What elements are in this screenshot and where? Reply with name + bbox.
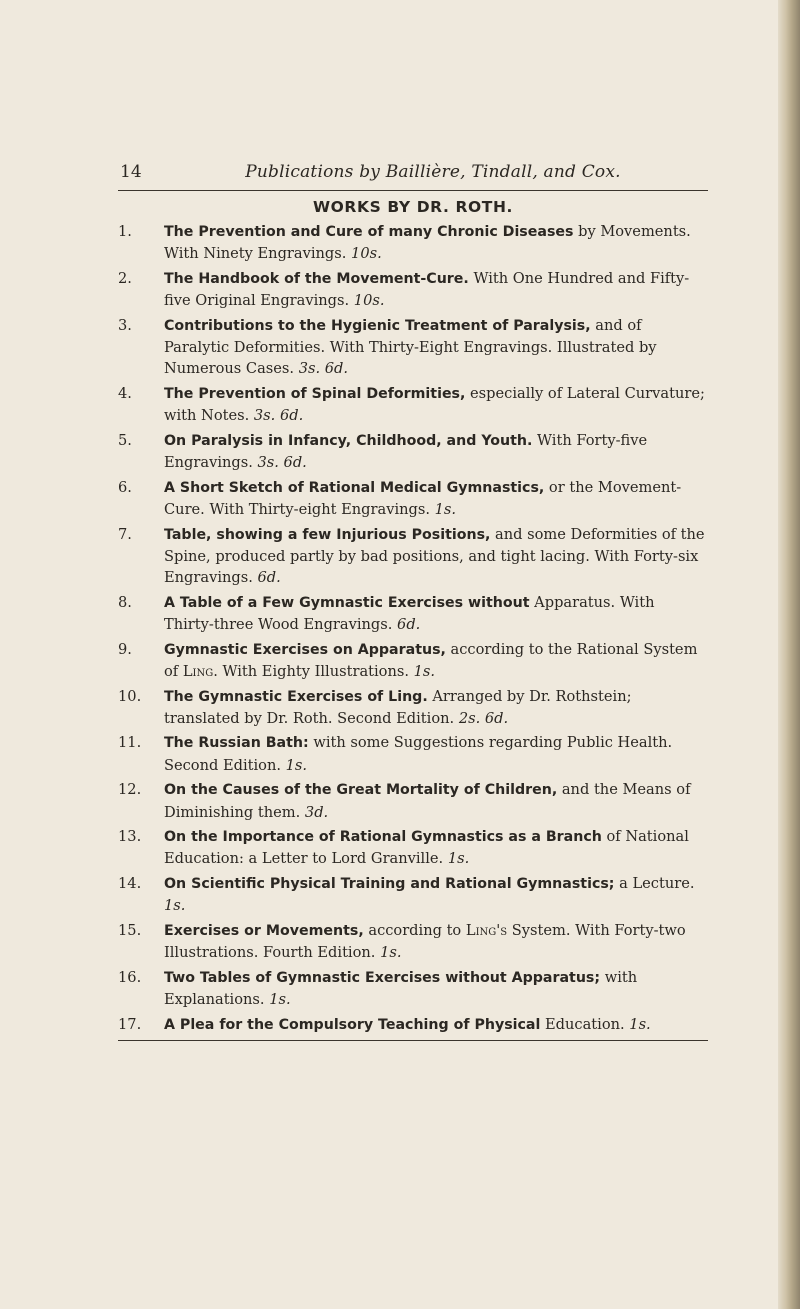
- work-number: 8.: [118, 593, 132, 611]
- work-description: especially of Lateral Curvature; with Notes.: [164, 384, 705, 425]
- work-price: 1s.: [413, 662, 436, 680]
- work-title: Contributions to the Hygienic Treatment of Paralysis,: [164, 317, 591, 334]
- work-title: On the Importance of Rational Gymnastics as a Branch: [164, 829, 602, 846]
- work-entry: [118, 826, 708, 869]
- work-number: 11.: [118, 734, 142, 752]
- work-price: 3d.: [304, 803, 329, 821]
- work-price: 2s. 6d.: [458, 709, 509, 727]
- work-title: A Short Sketch of Rational Medical Gymnastics,: [164, 479, 545, 496]
- work-price: 1s.: [380, 944, 402, 962]
- work-entry: [118, 779, 708, 822]
- work-author-name: Ling: [182, 662, 214, 680]
- work-title: Table, showing a few Injurious Positions,: [164, 526, 491, 543]
- work-title: On Scientific Physical Training and Rational Gymnastics;: [164, 876, 615, 893]
- work-entry: [118, 873, 708, 916]
- work-description: With Forty-five Engravings.: [164, 431, 648, 472]
- work-entry: [118, 315, 708, 380]
- work-text: [164, 732, 708, 775]
- work-price: 1s.: [447, 850, 470, 868]
- work-description: Education.: [540, 1015, 625, 1033]
- work-text: [164, 873, 708, 916]
- work-title: On the Causes of the Great Mortality of Children,: [164, 782, 558, 799]
- work-number: 15.: [118, 922, 142, 940]
- work-price: 10s.: [353, 292, 385, 310]
- works-list: [118, 221, 708, 1036]
- work-number: 1.: [118, 223, 132, 240]
- work-author-name: Ling's: [465, 922, 508, 940]
- work-price: 6d.: [397, 615, 421, 633]
- work-description: . With Eighty Illustrations.: [213, 662, 409, 680]
- work-title: The Russian Bath:: [164, 735, 309, 752]
- work-title: A Table of a Few Gymnastic Exercises without: [164, 594, 530, 611]
- work-price: 1s.: [285, 756, 308, 774]
- work-entry: [118, 967, 708, 1010]
- work-text: [164, 268, 708, 311]
- work-text: [164, 315, 708, 380]
- work-text: [164, 920, 708, 963]
- work-entry: [118, 639, 708, 682]
- work-description: and some Deformities of the Spine, produced partly by bad positions, and tight lacing. With Forty-six Engravings.: [164, 525, 705, 587]
- work-title: Two Tables of Gymnastic Exercises without Apparatus;: [164, 970, 601, 986]
- work-description: System. With Forty-two Illustrations. Fourth Edition.: [164, 922, 686, 962]
- work-entry: [118, 732, 708, 775]
- work-text: [164, 221, 708, 264]
- work-description: and of Paralytic Deformities. With Thirty-Eight Engravings. Illustrated by Numerous Cases.: [164, 316, 657, 378]
- work-entry: [118, 686, 708, 729]
- work-description: or the Movement-Cure. With Thirty-eight Engravings.: [164, 478, 682, 518]
- work-description: Arranged by Dr. Rothstein; translated by Dr. Roth. Second Edition.: [164, 687, 632, 727]
- work-title: Gymnastic Exercises on Apparatus,: [164, 641, 446, 658]
- work-number: 3.: [118, 316, 132, 334]
- work-text: [164, 686, 708, 729]
- page-edge-shadow: [778, 0, 800, 1309]
- catalogue-page: [118, 160, 708, 1041]
- work-title: A Plea for the Compulsory Teaching of Physical: [164, 1016, 541, 1033]
- work-entry: [118, 268, 708, 311]
- work-text: [164, 779, 708, 822]
- work-text: [164, 477, 708, 520]
- work-description: a Lecture.: [614, 875, 695, 893]
- work-text: [164, 826, 708, 869]
- work-description: of National Education: a Letter to Lord Granville.: [164, 828, 689, 868]
- work-description: With One Hundred and Fifty-five Original Engravings.: [164, 269, 690, 310]
- work-entry: [118, 920, 708, 963]
- work-entry: [118, 524, 708, 589]
- bottom-rule: [118, 1040, 708, 1041]
- work-title: The Handbook of the Movement-Cure.: [164, 270, 469, 287]
- work-title: The Prevention of Spinal Deformities,: [164, 385, 466, 402]
- work-number: 16.: [118, 969, 142, 986]
- work-text: [164, 592, 708, 635]
- work-description: and the Means of Diminishing them.: [164, 781, 691, 821]
- work-text: [164, 1014, 708, 1036]
- running-title: Publications by Baillière, Tindall, and Cox.: [245, 162, 621, 182]
- work-entry: [118, 383, 708, 426]
- work-description: according to: [363, 922, 466, 940]
- work-price: 3s. 6d.: [253, 407, 304, 425]
- work-entry: [118, 221, 708, 264]
- work-entry: [118, 477, 708, 520]
- work-number: 12.: [118, 781, 142, 799]
- work-price: 10s.: [351, 245, 382, 263]
- work-entry: [118, 1014, 708, 1036]
- work-number: 13.: [118, 828, 142, 846]
- work-description: according to the Rational System of: [164, 640, 698, 680]
- work-text: [164, 639, 708, 682]
- work-title: On Paralysis in Infancy, Childhood, and Youth.: [164, 432, 533, 449]
- work-description: by Movements. With Ninety Engravings.: [164, 223, 691, 263]
- work-price: 1s.: [434, 500, 457, 518]
- running-head: [118, 160, 708, 191]
- work-title: Exercises or Movements,: [164, 923, 364, 940]
- work-price: 3s. 6d.: [257, 454, 307, 472]
- work-number: 9.: [118, 640, 132, 658]
- work-entry: [118, 592, 708, 635]
- work-price: 3s. 6d.: [298, 360, 349, 378]
- work-price: 6d.: [257, 569, 281, 587]
- work-text: [164, 383, 708, 426]
- work-description: Apparatus. With Thirty-three Wood Engravings.: [164, 593, 655, 633]
- work-price: 1s.: [629, 1015, 651, 1033]
- work-title: The Prevention and Cure of many Chronic Diseases: [164, 224, 574, 240]
- work-number: 7.: [118, 525, 132, 543]
- work-text: [164, 430, 708, 473]
- work-description: with some Suggestions regarding Public Health. Second Edition.: [164, 734, 673, 774]
- page-number: 14: [120, 162, 142, 182]
- work-text: [164, 967, 708, 1010]
- work-title: The Gymnastic Exercises of Ling.: [164, 688, 428, 705]
- work-text: [164, 524, 708, 589]
- work-entry: [118, 430, 708, 473]
- work-number: 14.: [118, 875, 142, 893]
- work-number: 17.: [118, 1015, 142, 1033]
- work-number: 6.: [118, 478, 132, 496]
- work-number: 5.: [118, 431, 132, 449]
- section-heading: WORKS BY DR. ROTH.: [312, 198, 514, 216]
- work-number: 10.: [118, 687, 142, 705]
- work-number: 4.: [118, 384, 132, 402]
- work-description: with Explanations.: [164, 969, 638, 1009]
- work-price: 1s.: [164, 897, 186, 915]
- work-price: 1s.: [269, 991, 291, 1009]
- work-number: 2.: [118, 269, 132, 287]
